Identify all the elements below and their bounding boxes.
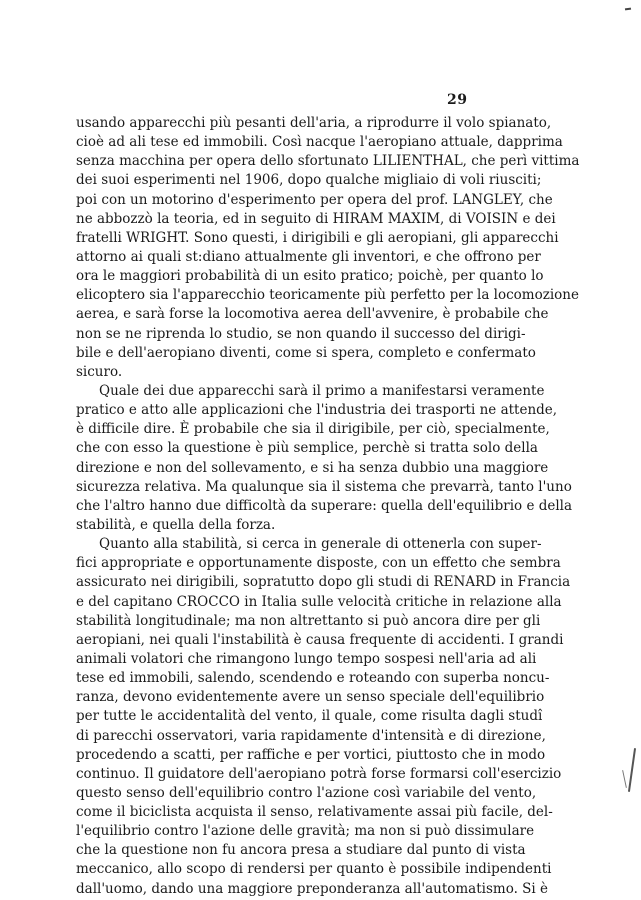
text-line: sicuro. xyxy=(76,363,123,380)
text-line: che con esso la questione è più semplice, perchè si tratta solo della xyxy=(76,440,538,457)
text-line: bile e dell'aeropiano diventi, come si spera, completo e confermato xyxy=(76,344,536,361)
text-line: tese ed immobili, salendo, scendendo e roteando con superba noncu- xyxy=(76,670,550,687)
text-line: assicurato nei dirigibili, sopratutto dopo gli studi di RENARD in Francia xyxy=(76,574,571,591)
text-line: non se ne riprenda lo studio, se non quando il successo del dirigi- xyxy=(76,325,526,342)
text-line: pratico e atto alle applicazioni che l'industria dei trasporti ne attende, xyxy=(76,402,558,419)
text-line: Quale dei due apparecchi sarà il primo a manifestarsi veramente xyxy=(99,382,545,399)
text-line: aeropiani, nei quali l'instabilità è causa frequente di accidenti. I grandi xyxy=(76,631,564,648)
text-line: l'equilibrio contro l'azione delle gravità; ma non si può dissimulare xyxy=(76,823,535,840)
text-line: aerea, e sarà forse la locomotiva aerea dell'avvenire, è probabile che xyxy=(76,306,549,323)
text-line: stabilità longitudinale; ma non altrettanto si può ancora dire per gli xyxy=(76,612,541,629)
text-line: sicurezza relativa. Ma qualunque sia il sistema che prevarrà, tanto l'uno xyxy=(76,478,572,495)
text-line: ranza, devono evidentemente avere un senso speciale dell'equilibrio xyxy=(76,689,545,706)
text-line: ne abbozzò la teoria, ed in seguito di HIRAM MAXIM, di VOISIN e dei xyxy=(76,210,556,227)
text-line: e del capitano CROCCO in Italia sulle velocità critiche in relazione alla xyxy=(76,593,562,610)
scan-mark xyxy=(622,770,627,788)
text-line: cioè ad ali tese ed immobili. Così nacque l'aeropiano attuale, dapprima xyxy=(76,134,563,151)
text-line: attorno ai quali st:diano attualmente gli inventori, e che offrono per xyxy=(76,248,541,265)
text-line: animali volatori che rimangono lungo tempo sospesi nell'aria ad ali xyxy=(76,650,537,667)
body-text xyxy=(76,114,580,899)
text-line: direzione e non del sollevamento, e si ha senza dubbio una maggiore xyxy=(76,459,549,476)
text-line: di parecchi osservatori, varia rapidamente d'intensità e di direzione, xyxy=(76,727,546,744)
text-line: per tutte le accidentalità del vento, il quale, come risulta dagli studî xyxy=(76,708,543,725)
text-line: meccanico, allo scopo di rendersi per quanto è possibile indipendenti xyxy=(76,861,552,878)
text-line: poi con un motorino d'esperimento per opera del prof. LANGLEY, che xyxy=(76,191,553,208)
text-line: che l'altro hanno due difficoltà da superare: quella dell'equilibrio e della xyxy=(76,497,573,514)
text-line: procedendo a scatti, per raffiche e per vortici, piuttosto che in modo xyxy=(76,746,546,763)
text-line: questo senso dell'equilibrio contro l'azione così variabile del vento, xyxy=(76,784,537,801)
text-line: dall'uomo, dando una maggiore preponderanza all'automatismo. Si è xyxy=(76,880,549,897)
text-line: che la questione non fu ancora presa a studiare dal punto di vista xyxy=(76,842,526,859)
text-line: dei suoi esperimenti nel 1906, dopo qualche migliaio di voli riusciti; xyxy=(76,172,542,189)
text-line: come il biciclista acquista il senso, relativamente assai più facile, del- xyxy=(76,804,553,821)
text-line: continuo. Il guidatore dell'aeropiano potrà forse formarsi coll'esercizio xyxy=(76,765,562,782)
text-line: fratelli WRIGHT. Sono questi, i dirigibili e gli aeropiani, gli apparecchi xyxy=(76,229,559,246)
scan-mark xyxy=(625,8,631,11)
text-line: è difficile dire. È probabile che sia il dirigibile, per ciò, specialmente, xyxy=(76,421,550,438)
text-line: ora le maggiori probabilità di un esito pratico; poichè, per quanto lo xyxy=(76,268,544,285)
text-line: usando apparecchi più pesanti dell'aria, a riprodurre il volo spianato, xyxy=(76,115,552,131)
text-line: elicoptero sia l'apparecchio teoricamente più perfetto per la locomozione xyxy=(76,287,579,304)
text-line: Quanto alla stabilità, si cerca in generale di ottenerla con super- xyxy=(99,536,542,553)
page-number: 29 xyxy=(447,92,468,108)
text-line: senza macchina per opera dello sfortunato LILIENTHAL, che perì vittima xyxy=(76,153,580,170)
text-line: stabilità, e quella della forza. xyxy=(76,516,276,533)
text-line: fici appropriate e opportunamente disposte, con un effetto che sembra xyxy=(76,555,561,572)
scan-mark xyxy=(628,748,636,792)
